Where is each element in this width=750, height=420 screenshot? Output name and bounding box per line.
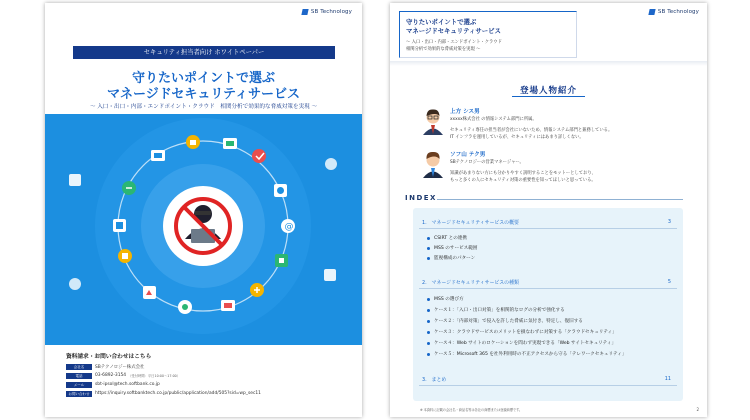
index-chapter[interactable] <box>419 375 677 386</box>
cover-title-line2: マネージドセキュリティサービス <box>106 87 301 102</box>
brand-name: SB Technology <box>657 9 699 15</box>
chapter-title: 1. マネージドセキュリティサービスの概要 <box>422 220 519 226</box>
index-panel <box>405 194 683 401</box>
index-item: MSS のサービス範囲 <box>427 245 477 251</box>
brand-mark-icon <box>648 9 655 15</box>
index-chapter[interactable] <box>419 218 677 229</box>
inquiry-link[interactable]: https://inquiry.softbanktech.co.jp/public/application/add/505?sid=wp_sec11 <box>95 391 261 396</box>
header-sub-line1: 〜 入口・出口・内部・エンドポイント・クラウド <box>406 40 502 45</box>
index-item: ケース３：クラウドサービスのメリットを損なわずに対策する「クラウドセキュリティ」 <box>427 329 617 335</box>
brand-mark-icon <box>301 9 308 15</box>
brand-logo <box>649 9 699 15</box>
trademark-footnote: ※ 本資料に記載の会社名・商品名等は各社の商標または登録商標です。 <box>420 408 523 412</box>
audience-band: セキュリティ担当者向け ホワイトペーパー <box>73 46 335 59</box>
chapter-page: 5 <box>667 279 671 285</box>
security-illustration <box>45 114 362 345</box>
cover-page <box>45 3 362 417</box>
character-role: xxxxx株式会社 の情報システム部門に所属。 <box>450 117 537 122</box>
character-name: 上方 シス男 <box>450 109 480 115</box>
businessman-avatar-icon <box>422 150 444 178</box>
chapter-page: 11 <box>664 376 671 382</box>
contact-label: メール <box>66 382 92 388</box>
cover-subtitle: 〜 入口・出口・内部・エンドポイント・クラウド 相関分析で効果的な脅威対策を実現 〜 <box>89 104 318 110</box>
company-name: SBテクノロジー株式会社 <box>95 364 145 370</box>
index-item: MSS の選び方 <box>427 296 464 302</box>
svg-text:@: @ <box>284 222 294 232</box>
section-underline <box>512 96 585 97</box>
contact-heading: 資料請求・お問い合わせはこちら <box>66 354 152 360</box>
content-page <box>390 3 707 417</box>
bullet-icon <box>427 247 430 250</box>
contact-row-inquiry <box>66 390 261 397</box>
header-sub-line2: 相関分析で効果的な脅威対策を実現 〜 <box>406 47 481 52</box>
index-item: ケース１：「入口・出口対策」を相関的なログの分析で強化する <box>427 307 565 313</box>
contact-row-company <box>66 363 144 370</box>
bullet-icon <box>427 331 430 334</box>
characters-section-title: 登場人物紹介 <box>519 86 577 96</box>
character-role: SBテクノロジーの営業マネージャー。 <box>450 160 524 165</box>
bullet-icon <box>427 353 430 356</box>
network-security-graphic <box>45 114 362 345</box>
contact-box <box>64 348 343 415</box>
header-title-line2: マネージドセキュリティサービス <box>406 27 501 35</box>
phone-number[interactable]: 03-6892-3154 <box>95 373 127 378</box>
contact-label: 電話 <box>66 373 92 379</box>
index-chapter[interactable] <box>419 278 677 289</box>
index-item: 監視構成のパターン <box>427 255 475 261</box>
character-description: 知識があまりない方にも分かりやすく説明することをモットーとしており、 <box>450 171 596 176</box>
bullet-icon <box>427 342 430 345</box>
bullet-icon <box>427 257 430 260</box>
contact-label: 会社名 <box>66 364 92 370</box>
chapter-page: 3 <box>667 219 671 225</box>
index-title: INDEX <box>405 194 437 202</box>
character-description: もっと多くの人にセキュリティ対策の重要性を知ってほしいと思っている。 <box>450 178 596 183</box>
contact-row-email <box>66 381 160 388</box>
email-link[interactable]: sbt-ipsol@tech.softbank.co.jp <box>95 382 160 387</box>
character-name: ソフ山 テク男 <box>450 152 486 158</box>
glasses-man-avatar-icon <box>422 107 444 135</box>
bullet-icon <box>427 298 430 301</box>
bullet-icon <box>427 309 430 312</box>
index-item: ケース４：Web サイトのロケーションを問わず実現できる「Web サイトセキュリティ」 <box>427 340 616 346</box>
character-description: IT インフラを運用しているが、セキュリティにはあまり詳しくない。 <box>450 135 584 140</box>
brand-logo <box>302 9 352 15</box>
page-header-box <box>399 11 577 58</box>
index-item: CSIRT との連携 <box>427 235 467 241</box>
cover-title-line1: 守りたいポイントで選ぶ <box>131 71 275 86</box>
header-title-line1: 守りたいポイントで選ぶ <box>406 18 477 26</box>
contact-row-phone <box>66 372 180 379</box>
header-divider <box>390 61 707 66</box>
page-number: 2 <box>696 407 699 412</box>
index-item: ケース２：「内部対策」で侵入を許した脅威に気付き、特定し、復旧する <box>427 318 583 324</box>
phone-hours: （受付時間：平日10:00〜17:00） <box>128 374 181 378</box>
bullet-icon <box>427 320 430 323</box>
chapter-title: 2. マネージドセキュリティサービスの種類 <box>422 280 519 286</box>
index-title-rule <box>437 199 683 200</box>
bullet-icon <box>427 237 430 240</box>
index-item: ケース５：Microsoft 365 を社外利用時の不正アクセスから守る「テレワークセキュリティ」 <box>427 351 626 357</box>
character-description: セキュリティ専任の担当者が会社にいないため、情報システム部門と兼務している。 <box>450 128 613 133</box>
chapter-title: 3. まとめ <box>422 377 447 383</box>
brand-name: SB Technology <box>310 9 352 15</box>
contact-label: お問い合わせ <box>66 391 92 397</box>
